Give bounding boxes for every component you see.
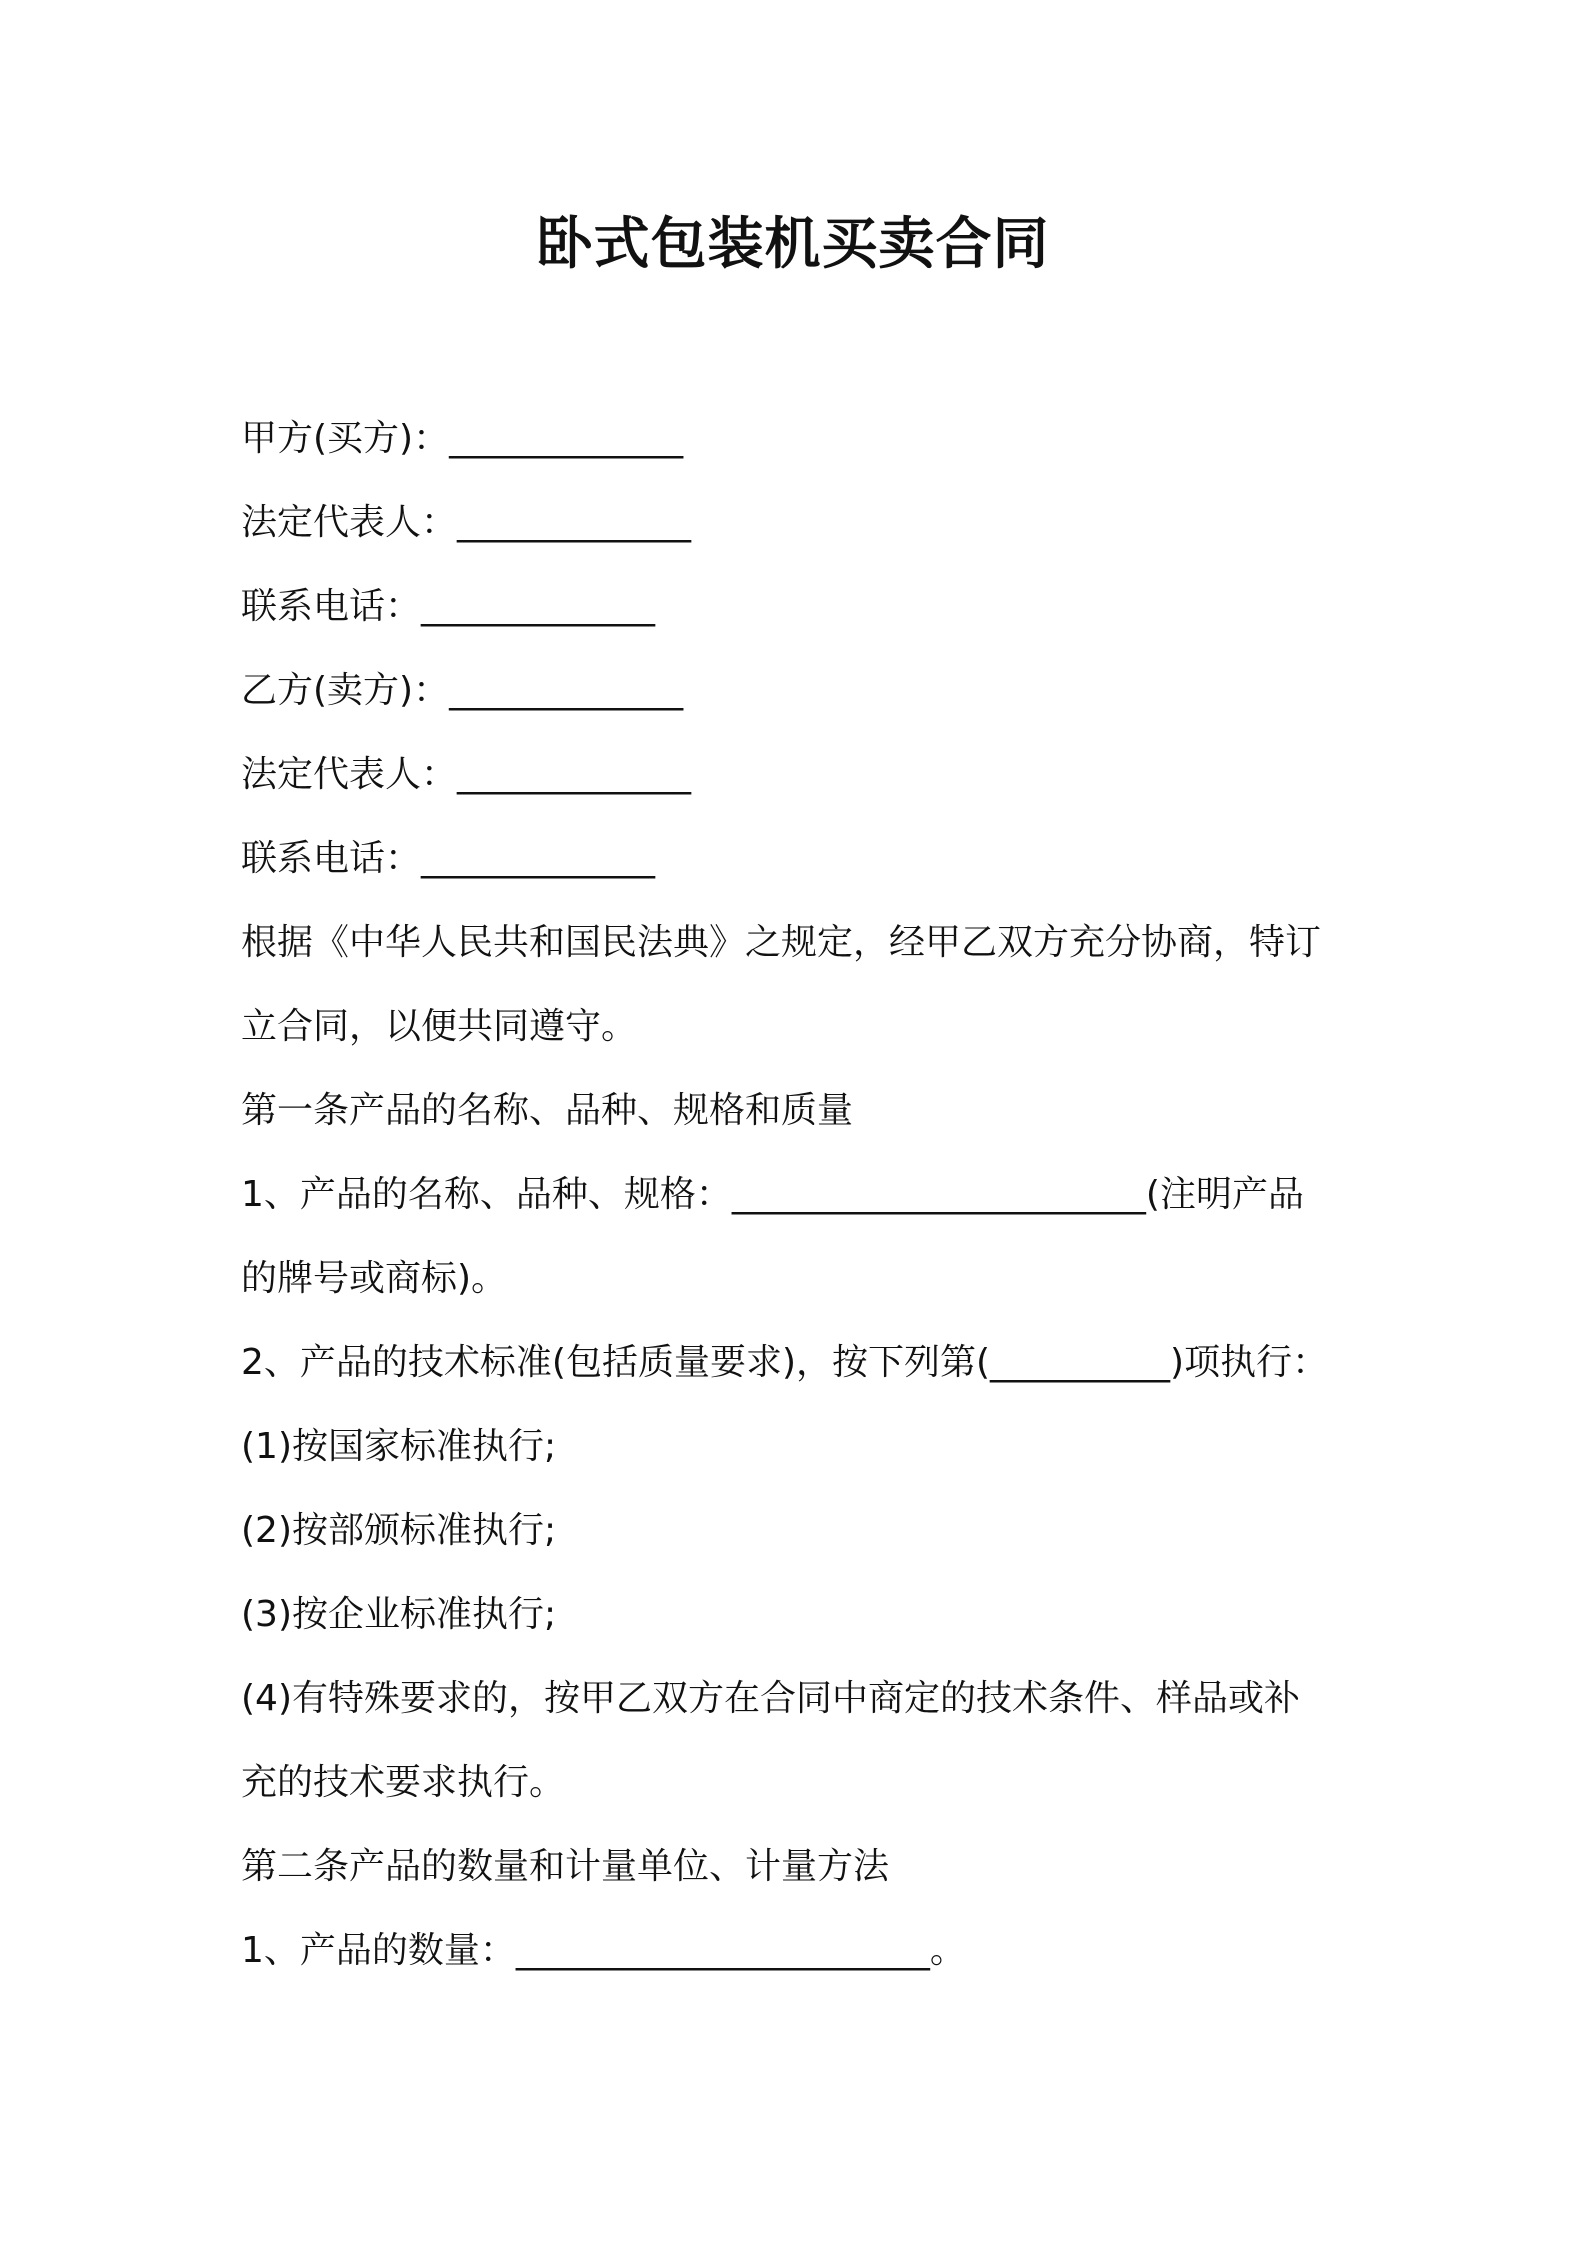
article-1-heading: 第一条产品的名称、品种、规格和质量 (241, 1090, 854, 1131)
standard-option-4-line-1: (4)有特殊要求的，按甲乙双方在合同中商定的技术条件、样品或补 (241, 1678, 1300, 1719)
standard-option-4-line-2: 充的技术要求执行。 (241, 1762, 566, 1803)
party-a-buyer: 甲方(买方)：_____________ (241, 418, 684, 459)
party-b-seller: 乙方(卖方)：_____________ (241, 670, 684, 711)
article-1-item-2: 2、产品的技术标准(包括质量要求)，按下列第(__________)项执行： (241, 1342, 1329, 1383)
article-2-heading: 第二条产品的数量和计量单位、计量方法 (241, 1846, 890, 1887)
preamble-line-1: 根据《中华人民共和国民法典》之规定，经甲乙双方充分协商，特订 (241, 922, 1322, 963)
article-1-item-1-line-2: 的牌号或商标)。 (241, 1258, 508, 1299)
standard-option-1: (1)按国家标准执行; (241, 1426, 557, 1467)
standard-option-3: (3)按企业标准执行; (241, 1594, 557, 1635)
preamble-line-2: 立合同，以便共同遵守。 (241, 1006, 638, 1047)
party-a-legal-representative: 法定代表人：_____________ (241, 502, 692, 543)
party-a-phone: 联系电话：_____________ (241, 586, 656, 627)
party-b-legal-representative: 法定代表人：_____________ (241, 754, 692, 795)
standard-option-2: (2)按部颁标准执行; (241, 1510, 557, 1551)
document-title: 卧式包装机买卖合同 (536, 212, 1050, 277)
article-2-item-1: 1、产品的数量：_______________________。 (241, 1930, 966, 1971)
party-b-phone: 联系电话：_____________ (241, 838, 656, 879)
article-1-item-1-line-1: 1、产品的名称、品种、规格：_______________________(注明产品 (241, 1174, 1304, 1215)
